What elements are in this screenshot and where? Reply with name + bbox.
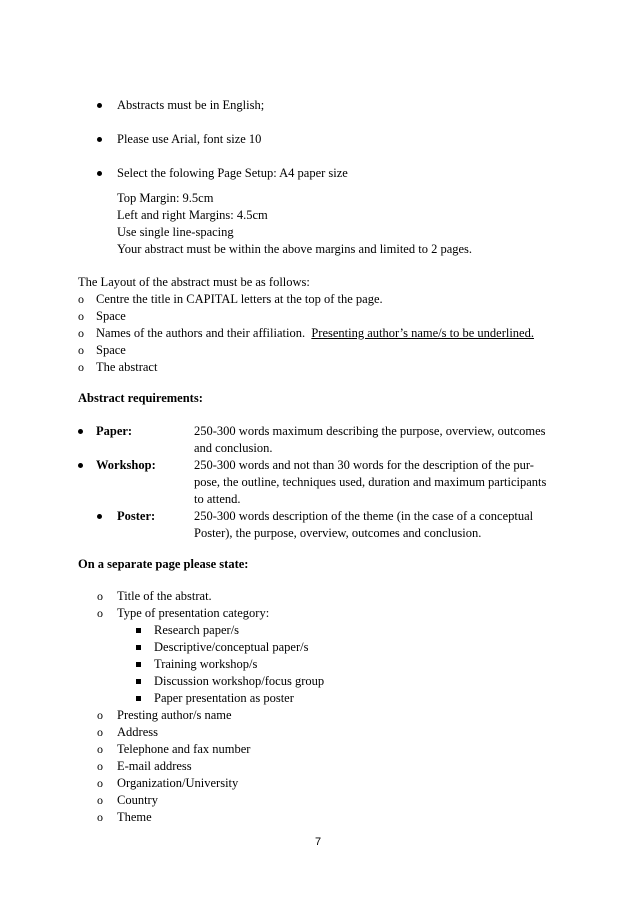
page-setup-line: Left and right Margins: 4.5cm: [117, 208, 268, 222]
paper-desc: 250-300 words maximum describing the purpose, overview, outcomes: [194, 424, 546, 438]
workshop-label: Workshop:: [96, 458, 156, 472]
layout-item: Centre the title in CAPITAL letters at the top of the page.: [96, 292, 383, 306]
workshop-desc: to attend.: [194, 492, 241, 506]
paper-desc: and conclusion.: [194, 441, 273, 455]
separate-item: Address: [117, 725, 158, 739]
paper-label: Paper:: [96, 424, 133, 438]
circle-bullet-icon: o: [97, 589, 103, 603]
separate-item: Title of the abstrat.: [117, 589, 212, 603]
square-bullet-icon: [136, 645, 141, 650]
intro-bullet: Abstracts must be in English;: [117, 98, 265, 112]
circle-bullet-icon: o: [97, 725, 103, 739]
intro-bullet: Select the folowing Page Setup: A4 paper size: [117, 166, 348, 180]
separate-item: E-mail address: [117, 759, 192, 773]
bullet-icon: [97, 137, 102, 142]
square-bullet-icon: [136, 628, 141, 633]
circle-bullet-icon: o: [97, 606, 103, 620]
poster-desc: 250-300 words description of the theme (in the case of a conceptual: [194, 509, 534, 523]
bullet-icon: [97, 103, 102, 108]
circle-bullet-icon: o: [78, 292, 84, 306]
separate-item: Theme: [117, 810, 152, 824]
intro-bullet: Please use Arial, font size 10: [117, 132, 262, 146]
layout-item: Space: [96, 309, 126, 323]
circle-bullet-icon: o: [78, 309, 84, 323]
page-setup-line: Your abstract must be within the above margins and limited to 2 pages.: [117, 242, 473, 256]
square-bullet-icon: [136, 696, 141, 701]
layout-item: The abstract: [96, 360, 158, 374]
separate-heading: On a separate page please state:: [78, 557, 249, 571]
circle-bullet-icon: o: [97, 776, 103, 790]
separate-item: Type of presentation category:: [117, 606, 270, 620]
poster-desc: Poster), the purpose, overview, outcomes and conclusion.: [194, 526, 482, 540]
circle-bullet-icon: o: [97, 759, 103, 773]
circle-bullet-icon: o: [97, 810, 103, 824]
circle-bullet-icon: o: [97, 742, 103, 756]
circle-bullet-icon: o: [97, 793, 103, 807]
page-setup-line: Top Margin: 9.5cm: [117, 191, 214, 205]
square-bullet-icon: [136, 662, 141, 667]
category-item: Paper presentation as poster: [154, 691, 294, 705]
circle-bullet-icon: o: [97, 708, 103, 722]
circle-bullet-icon: o: [78, 360, 84, 374]
square-bullet-icon: [136, 679, 141, 684]
category-item: Descriptive/conceptual paper/s: [154, 640, 309, 654]
requirements-heading: Abstract requirements:: [78, 391, 203, 405]
separate-item: Organization/University: [117, 776, 239, 790]
layout-item: [96, 326, 534, 341]
separate-item: Telephone and fax number: [117, 742, 251, 756]
layout-item: Space: [96, 343, 126, 357]
poster-label: Poster:: [117, 509, 156, 523]
category-item: Discussion workshop/focus group: [154, 674, 325, 688]
category-item: Training workshop/s: [154, 657, 258, 671]
circle-bullet-icon: o: [78, 343, 84, 357]
circle-bullet-icon: o: [78, 326, 84, 340]
underlined-note: Presenting author’s name/s to be underlined.: [311, 326, 534, 340]
bullet-icon: [78, 463, 83, 468]
category-item: Research paper/s: [154, 623, 240, 637]
page-setup-line: Use single line-spacing: [117, 225, 234, 239]
layout-heading: The Layout of the abstract must be as follows:: [78, 275, 310, 289]
workshop-desc: 250-300 words and not than 30 words for the description of the pur-: [194, 458, 534, 472]
bullet-icon: [97, 514, 102, 519]
bullet-icon: [97, 171, 102, 176]
workshop-desc: pose, the outline, techniques used, duration and maximum participants: [194, 475, 547, 489]
bullet-icon: [78, 429, 83, 434]
separate-item: Country: [117, 793, 158, 807]
layout-item-text: Names of the authors and their affiliation.: [96, 326, 306, 340]
page-number: 7: [315, 836, 322, 848]
separate-item: Presting author/s name: [117, 708, 232, 722]
